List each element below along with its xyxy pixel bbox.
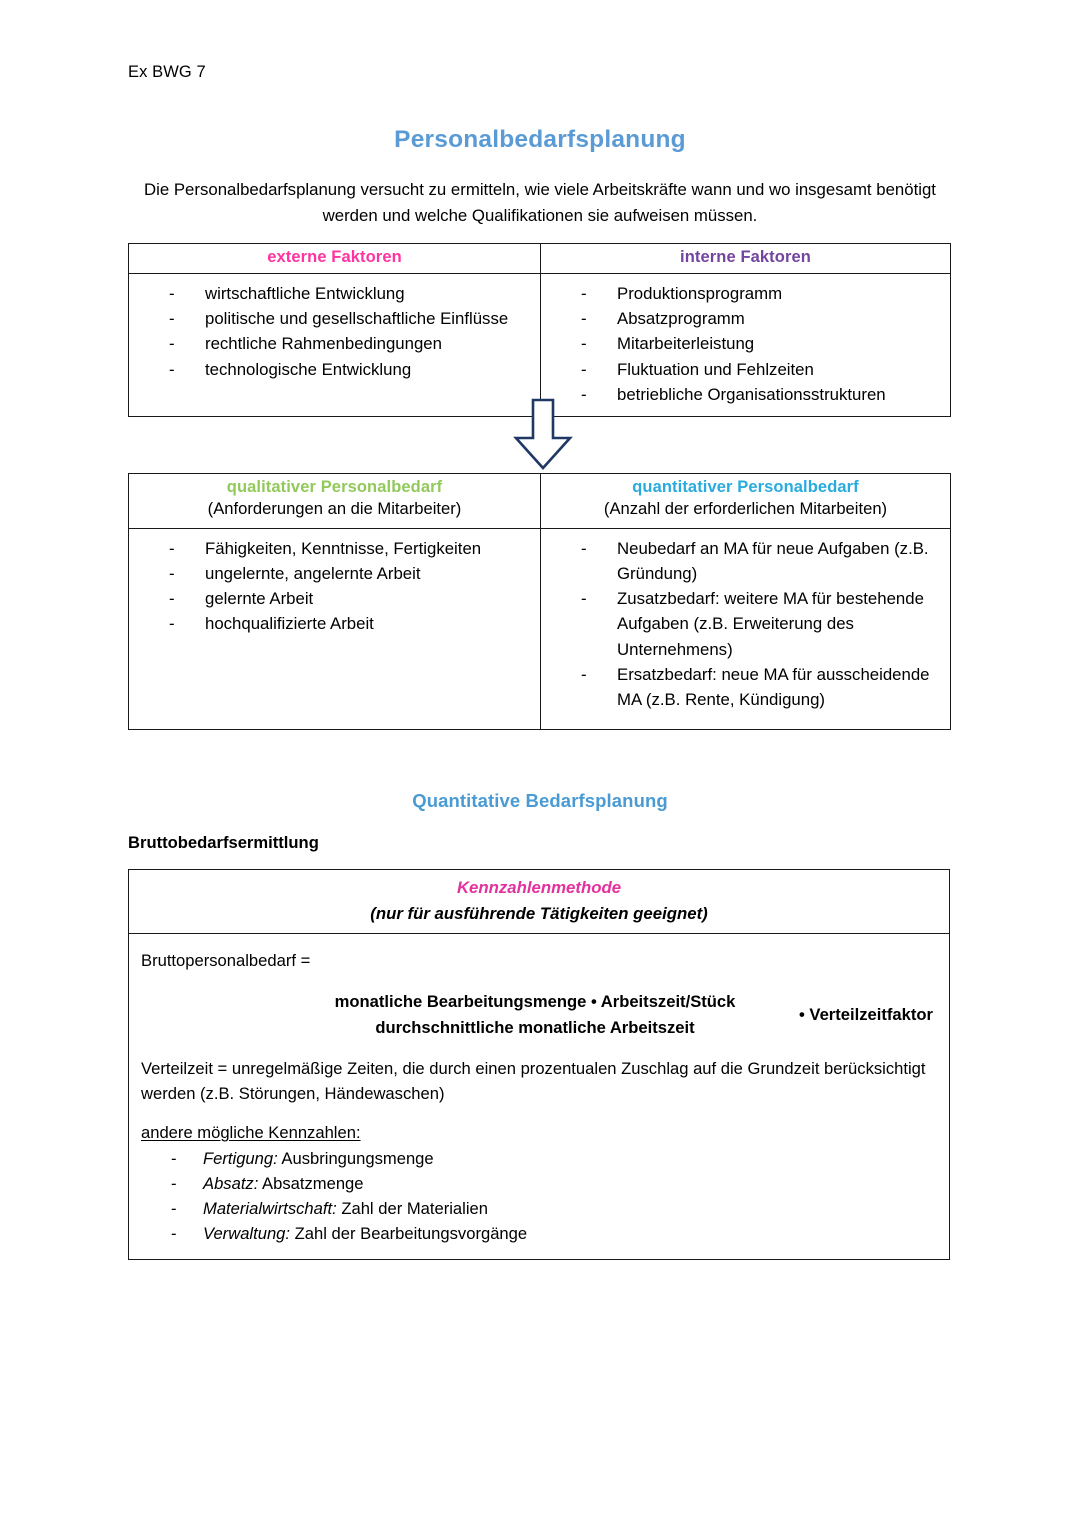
document-code: Ex BWG 7 [128, 63, 206, 81]
header-subtitle-quantitative: (Anzahl der erforderlichen Mitarbeiten) [603, 499, 888, 518]
dash-bullet-icon: - [581, 664, 587, 684]
list-item [141, 1197, 933, 1222]
list-item-label: Absatzprogramm [617, 309, 745, 329]
list-item-label: Fluktuation und Fehlzeiten [617, 359, 814, 379]
dash-bullet-icon: - [581, 284, 587, 303]
list-item [129, 357, 534, 382]
table-cell-internal-items [541, 274, 951, 417]
list-item [541, 586, 944, 662]
formula-fraction [279, 989, 791, 1039]
dash-bullet-icon: - [171, 1174, 177, 1194]
formula-numerator: monatliche Bearbeitungsmenge • Arbeitszeit/Stück [334, 992, 736, 1012]
list-item-label: technologische Entwicklung [205, 359, 412, 379]
list-item [541, 281, 944, 306]
list-item-label: politische und gesellschaftliche Einflüsse [205, 309, 509, 329]
table-cell-kennzahlenmethode-body [129, 934, 950, 1260]
list-item [129, 586, 534, 611]
table-qualitative-quantitative-demand [128, 473, 951, 730]
list-item [541, 331, 944, 356]
list-quantitative-demand [541, 529, 950, 721]
dash-bullet-icon: - [169, 538, 175, 558]
arrow-down-icon [508, 398, 578, 470]
dash-bullet-icon: - [169, 334, 175, 354]
dash-bullet-icon: - [169, 614, 175, 634]
table-row [129, 934, 950, 1260]
list-item [141, 1222, 933, 1247]
list-item [541, 536, 944, 586]
dash-bullet-icon: - [171, 1149, 177, 1169]
list-item-label: Neubedarf an MA für neue Aufgaben (z.B. Gründung) [617, 538, 929, 584]
table-external-internal-factors [128, 243, 951, 417]
section-subtitle: Quantitative Bedarfsplanung [412, 790, 668, 811]
table-kennzahlenmethode [128, 869, 950, 1260]
table-header-cell-quantitative [541, 474, 951, 529]
list-item [141, 1172, 933, 1197]
formula-denominator: durchschnittliche monatliche Arbeitszeit [375, 1017, 695, 1037]
list-item-label: Mitarbeiterleistung [617, 334, 755, 354]
metric-label: Verwaltung: [203, 1224, 291, 1244]
dash-bullet-icon: - [169, 309, 175, 329]
table-row [129, 274, 951, 417]
list-item [541, 382, 944, 407]
list-item-label: wirtschaftliche Entwicklung [205, 284, 405, 303]
metric-value: Zahl der Materialien [341, 1199, 488, 1219]
list-item-label: gelernte Arbeit [205, 589, 314, 609]
table-header-cell-qualitative [129, 474, 541, 529]
list-internal-factors [541, 274, 950, 416]
list-item-label: betriebliche Organisationsstrukturen [617, 384, 886, 404]
dash-bullet-icon: - [171, 1224, 177, 1244]
list-heading-other-metrics: andere mögliche Kennzahlen: [141, 1123, 361, 1143]
verteilzeit-definition: Verteilzeit = unregelmäßige Zeiten, die durch einen prozentualen Zuschlag auf die Grundzeit berücksichtigt werden (z.B. Störungen, Händewaschen) [141, 1058, 926, 1103]
dash-bullet-icon: - [169, 564, 175, 584]
list-item [129, 561, 534, 586]
metric-label: Absatz: [203, 1174, 259, 1194]
header-label-internal-factors: interne Faktoren [680, 248, 811, 266]
metric-value: Absatzmenge [262, 1174, 364, 1194]
list-item [541, 357, 944, 382]
list-qualitative-demand [129, 529, 540, 646]
list-other-metrics [141, 1147, 933, 1247]
kennzahlenmethode-subtitle: (nur für ausführende Tätigkeiten geeignet) [370, 903, 708, 923]
header-label-qualitative: qualitativer Personalbedarf [226, 478, 443, 496]
list-item-label: Fähigkeiten, Kenntnisse, Fertigkeiten [205, 538, 482, 558]
list-item [141, 1147, 933, 1172]
list-item-label: Ersatzbedarf: neue MA für ausscheidende MA (z.B. Rente, Kündigung) [617, 664, 930, 710]
dash-bullet-icon: - [169, 589, 175, 609]
dash-bullet-icon: - [169, 359, 175, 379]
header-label-external-factors: externe Faktoren [267, 248, 402, 266]
list-item-label: Zusatzbedarf: weitere MA für bestehende Aufgaben (z.B. Erweiterung des Unternehmens) [617, 589, 924, 659]
list-item [129, 281, 534, 306]
dash-bullet-icon: - [581, 359, 587, 379]
list-item [129, 536, 534, 561]
header-label-quantitative: quantitativer Personalbedarf [632, 478, 859, 496]
formula-expression [141, 989, 933, 1039]
formula-tail-factor: • Verteilzeitfaktor [799, 1004, 933, 1024]
list-item [129, 611, 534, 636]
list-item [129, 331, 534, 356]
table-header-cell-kennzahlenmethode [129, 870, 950, 934]
section-label-gross-demand: Bruttobedarfsermittlung [128, 833, 319, 852]
dash-bullet-icon: - [581, 589, 587, 609]
metric-label: Materialwirtschaft: [203, 1199, 337, 1219]
kennzahlenmethode-title: Kennzahlenmethode [456, 878, 622, 897]
formula-lead-label: Bruttopersonalbedarf = [141, 951, 311, 971]
dash-bullet-icon: - [581, 334, 587, 354]
table-row [129, 474, 951, 529]
list-item-label: ungelernte, angelernte Arbeit [205, 564, 421, 584]
metric-value: Ausbringungsmenge [281, 1149, 434, 1169]
spacer [141, 1106, 933, 1120]
list-item [541, 306, 944, 331]
list-item [129, 306, 534, 331]
list-item [541, 662, 944, 712]
page-title: Personalbedarfsplanung [394, 126, 686, 153]
dash-bullet-icon: - [171, 1199, 177, 1219]
list-item-label: Produktionsprogramm [617, 284, 783, 303]
dash-bullet-icon: - [581, 384, 587, 404]
table-row [129, 528, 951, 729]
metric-value: Zahl der Bearbeitungsvorgänge [294, 1224, 528, 1244]
dash-bullet-icon: - [581, 309, 587, 329]
table-row [129, 244, 951, 274]
table-cell-quantitative-items [541, 528, 951, 729]
list-item-label: rechtliche Rahmenbedingungen [205, 334, 442, 354]
table-cell-external-items [129, 274, 541, 417]
intro-paragraph: Die Personalbedarfsplanung versucht zu ermitteln, wie viele Arbeitskräfte wann und wo insgesamt benötigt werden und welche Qualifikationen sie aufweisen müssen. [144, 180, 936, 225]
list-item-label: hochqualifizierte Arbeit [205, 614, 374, 634]
table-cell-qualitative-items [129, 528, 541, 729]
metric-label: Fertigung: [203, 1149, 278, 1169]
table-header-cell-external [129, 244, 541, 274]
dash-bullet-icon: - [169, 284, 175, 303]
table-header-cell-internal [541, 244, 951, 274]
dash-bullet-icon: - [581, 538, 587, 558]
table-row [129, 870, 950, 934]
list-external-factors [129, 274, 540, 391]
header-subtitle-qualitative: (Anforderungen an die Mitarbeiter) [207, 499, 462, 518]
